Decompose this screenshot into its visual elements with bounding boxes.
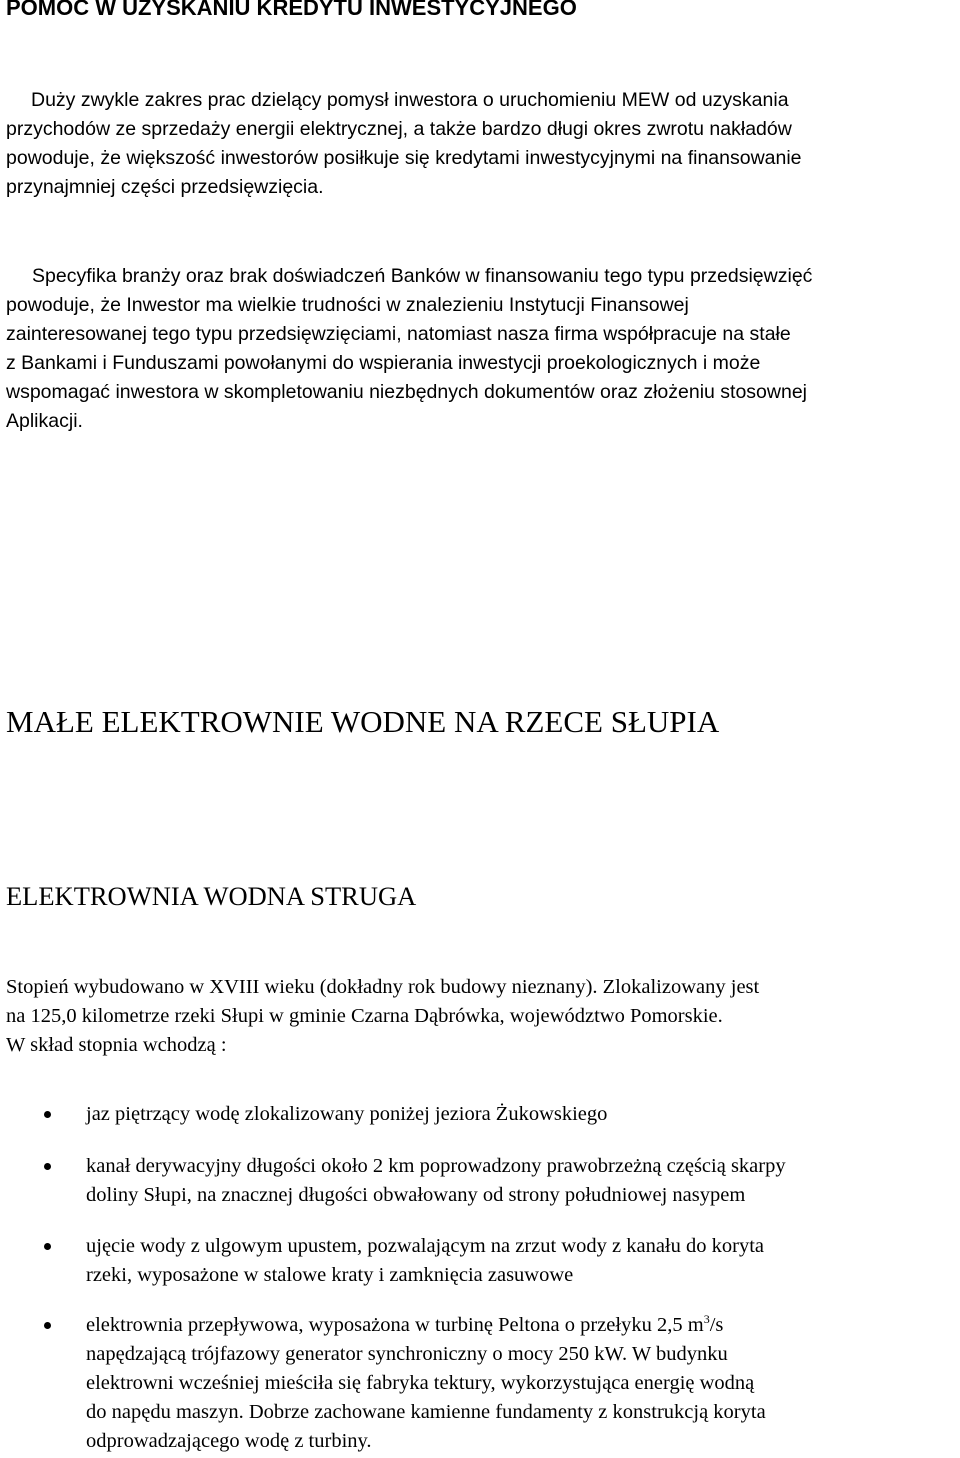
list-item-text — [86, 1232, 764, 1290]
list-item-text — [86, 1152, 786, 1210]
bullet-icon — [44, 1322, 51, 1329]
components-list — [6, 1100, 946, 1458]
text-line: jaz piętrzący wodę zlokalizowany poniżej jeziora Żukowskiego — [86, 1103, 608, 1125]
text-line: powoduje, że Inwestor ma wielkie trudności w znalezieniu Instytucji Finansowej — [6, 294, 689, 316]
superscript: 3 — [703, 1312, 710, 1326]
text-line: zainteresowanej tego typu przedsięwzięciami, natomiast nasza firma współpracuje na stałe — [6, 323, 791, 345]
bullet-icon — [44, 1163, 51, 1170]
text-line: na 125,0 kilometrze rzeki Słupi w gminie Czarna Dąbrówka, województwo Pomorskie. — [6, 1005, 723, 1027]
text-line: Specyfika branży oraz brak doświadczeń Banków w finansowaniu tego typu przedsięwzięć — [32, 265, 813, 287]
text-line: ujęcie wody z ulgowym upustem, pozwalającym na zrzut wody z kanału do koryta — [86, 1235, 765, 1257]
paragraph-struga-intro — [6, 973, 759, 1060]
text-line: z Bankami i Funduszami powołanymi do wspierania inwestycji proekologicznych i może — [6, 352, 761, 374]
text-line: Duży zwykle zakres prac dzielący pomysł inwestora o uruchomieniu MEW od uzyskania — [31, 89, 789, 111]
section-heading-credit: POMOC W UZYSKANIU KREDYTU INWESTYCYJNEGO — [6, 0, 577, 20]
paragraph-credit-banks — [6, 262, 812, 436]
text-line: wspomagać inwestora w skompletowaniu niezbędnych dokumentów oraz złożeniu stosownej — [6, 381, 808, 403]
text-line: kanał derywacyjny długości około 2 km poprowadzony prawobrzeżną częścią skarpy — [86, 1155, 786, 1177]
text-line: napędzającą trójfazowy generator synchroniczny o mocy 250 kW. W budynku — [86, 1343, 728, 1365]
bullet-icon — [44, 1111, 51, 1118]
text-line: W skład stopnia wchodzą : — [6, 1034, 227, 1056]
section-heading-struga: ELEKTROWNIA WODNA STRUGA — [6, 881, 417, 911]
list-item-text — [86, 1100, 607, 1129]
text-line: elektrowni wcześniej mieściła się fabryka tektury, wykorzystująca energię wodną — [86, 1372, 755, 1394]
text-line: przynajmniej części przedsięwzięcia. — [6, 176, 324, 198]
text-fragment: elektrownia przepływowa, wyposażona w turbinę Peltona o przełyku 2,5 m — [86, 1314, 704, 1336]
section-heading-small-hydro: MAŁE ELEKTROWNIE WODNE NA RZECE SŁUPIA — [6, 704, 720, 739]
list-item-text — [86, 1311, 766, 1456]
paragraph-credit-intro — [6, 86, 802, 202]
text-line: Aplikacji. — [6, 410, 83, 432]
text-line: powoduje, że większość inwestorów posiłkuje się kredytami inwestycyjnymi na finansowanie — [6, 147, 802, 169]
bullet-icon — [44, 1243, 51, 1250]
text-line: rzeki, wyposażone w stalowe kraty i zamknięcia zasuwowe — [86, 1264, 574, 1286]
text-line — [86, 1311, 766, 1340]
text-line: do napędu maszyn. Dobrze zachowane kamienne fundamenty z konstrukcją koryta — [86, 1401, 766, 1423]
text-line: przychodów ze sprzedaży energii elektrycznej, a także bardzo długi okres zwrotu nakładów — [6, 118, 792, 140]
text-line: doliny Słupi, na znacznej długości obwałowany od strony południowej nasypem — [86, 1184, 746, 1206]
text-line: odprowadzającego wodę z turbiny. — [86, 1430, 372, 1452]
text-line: Stopień wybudowano w XVIII wieku (dokładny rok budowy nieznany). Zlokalizowany jest — [6, 976, 760, 998]
text-fragment: /s — [709, 1314, 724, 1336]
